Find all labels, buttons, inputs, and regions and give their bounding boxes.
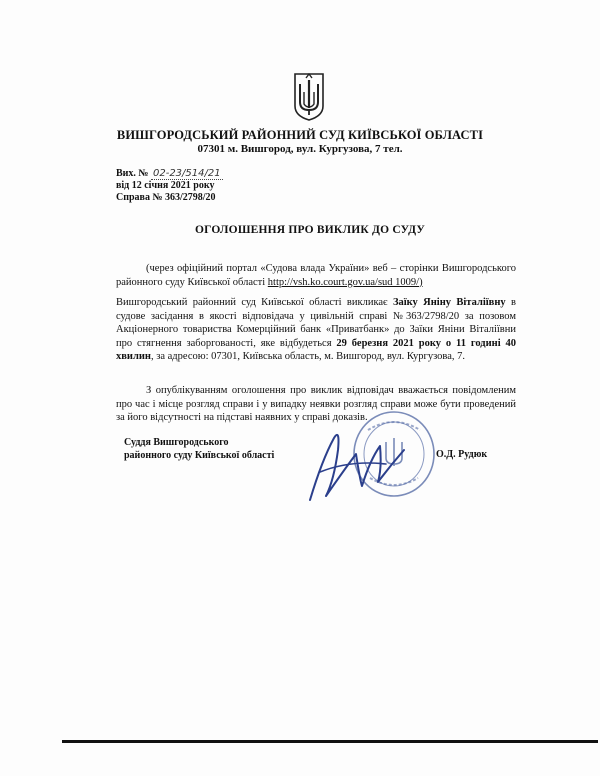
outgoing-date: від 12 січня 2021 року <box>116 180 215 191</box>
outgoing-reference-block <box>116 168 223 204</box>
announcement-title: ОГОЛОШЕННЯ ПРО ВИКЛИК ДО СУДУ <box>194 224 426 236</box>
summons-text-2: в судове засідання в якості відповідача у цивільній справі №363/2798/20 за позовом Акціонерного товариства Комерційний банк «Приватбанк» до Заїки Яніни Віталіївни про стягнення заборгованості, яке відбудеться <box>116 297 516 349</box>
handwritten-signature <box>300 420 420 510</box>
notice-paragraph: З опублікуванням оголошення про виклик відповідач вважається повідомленим про час і місце розгляд справи і у випадку неявки розгляд справи може бути проведений за його відсутності на підставі наявних у справі доказів. <box>116 385 516 423</box>
portal-text: (через офіційний портал «Судова влада України» веб – сторінки Вишгородського районного суду Київської області <box>116 263 516 288</box>
court-name-heading: ВИШГОРОДСЬКИЙ РАЙОННИЙ СУД КИЇВСЬКОЇ ОБЛАСТІ <box>116 128 484 142</box>
court-address: 07301 м. Вишгород, вул. Кургузова, 7 тел. <box>197 143 403 155</box>
defendant-name: Заїку Яніну Віталіївну <box>392 297 506 308</box>
judge-title-block <box>124 436 274 462</box>
judge-title-line-2: районного суду Київської області <box>124 450 275 461</box>
judge-name: О.Д. Рудюк <box>436 449 488 460</box>
case-number: Справа № 363/2798/20 <box>116 192 216 203</box>
trident-emblem-icon <box>292 72 326 122</box>
hearing-datetime: 29 березня 2021 року о 11 годині 40 хвилин <box>116 337 516 362</box>
outgoing-number-prefix: Вих. № <box>116 168 149 179</box>
portal-link[interactable]: http://vsh.ko.court.gov.ua/sud 1009/) <box>267 276 423 288</box>
summons-paragraph <box>116 296 516 364</box>
outgoing-number-handwritten: 02-23/514/21 <box>152 168 221 179</box>
judge-title-line-1: Суддя Вишгородського <box>124 437 229 448</box>
summons-text-3: , за адресою: 07301, Київська область, м. Вишгород, вул. Кургузова, 7. <box>150 351 466 362</box>
scan-edge-line <box>62 740 598 743</box>
portal-paragraph <box>116 262 516 289</box>
summons-text-1: Вишгородський районний суд Київської області викликає <box>116 297 393 308</box>
outgoing-number-line <box>116 168 223 180</box>
